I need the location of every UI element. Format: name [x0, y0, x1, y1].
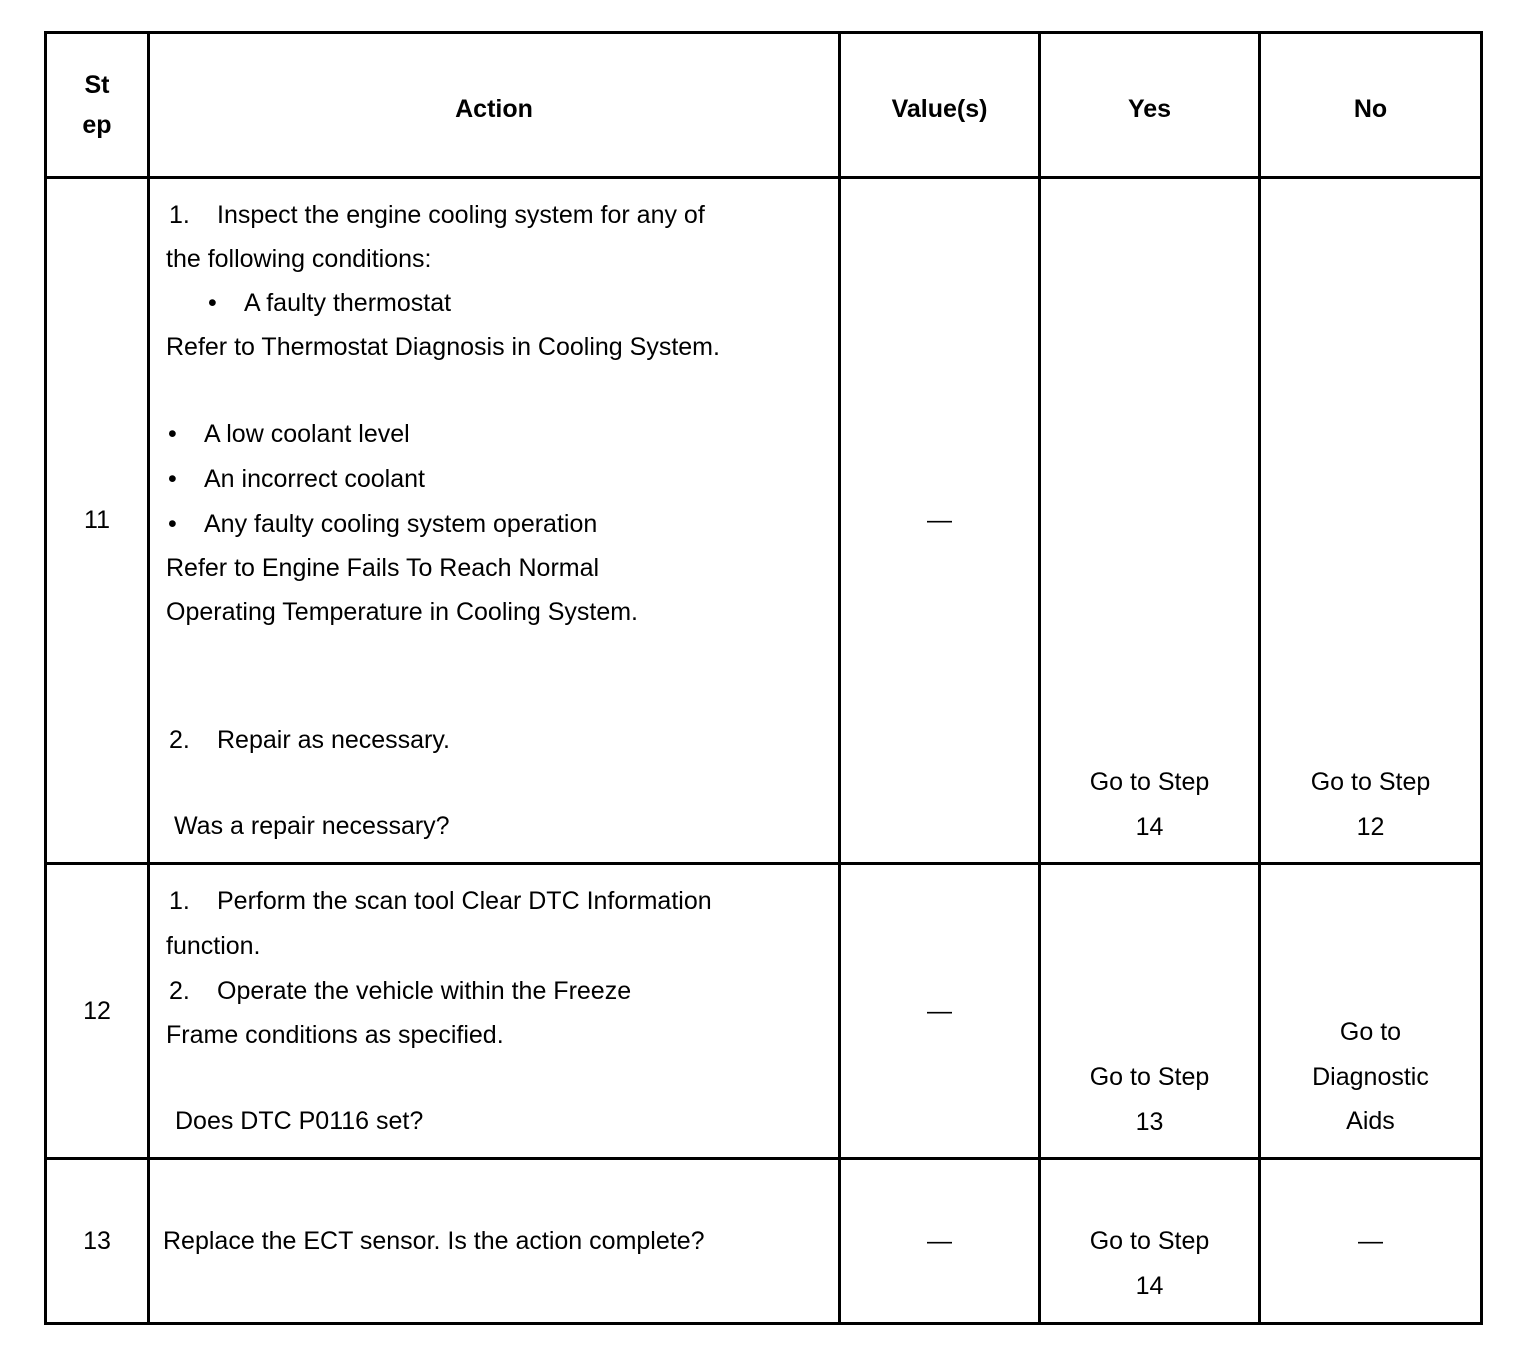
diagnostic-table — [44, 31, 1483, 1325]
yes-target: 13 — [1135, 1107, 1164, 1136]
table-row-step-11 — [46, 178, 1482, 864]
bullet-icon: • — [208, 289, 217, 317]
value-cell: — — [840, 864, 1040, 1159]
action-question: Does DTC P0116 set? — [175, 1107, 424, 1135]
action-cell — [149, 864, 840, 1159]
value-cell: — — [840, 1159, 1040, 1324]
yes-cell — [1040, 1159, 1260, 1324]
action-text: Any faulty cooling system operation — [204, 510, 598, 538]
action-text: Refer to Engine Fails To Reach Normal — [166, 554, 600, 582]
step-number: 13 — [46, 1159, 149, 1324]
action-text: Frame conditions as specified. — [166, 1021, 504, 1049]
step-number: 11 — [46, 178, 149, 864]
yes-target: Go to Step — [1089, 768, 1210, 796]
bullet-icon: • — [168, 420, 177, 448]
list-number: 1. — [169, 201, 190, 229]
action-text: the following conditions: — [166, 245, 432, 273]
list-number: 2. — [169, 726, 190, 754]
yes-target: 14 — [1135, 1271, 1164, 1300]
no-cell: — — [1260, 1159, 1482, 1324]
no-target: Go to — [1339, 1018, 1402, 1046]
action-text: function. — [166, 932, 261, 960]
action-text: An incorrect coolant — [204, 465, 425, 493]
list-number: 1. — [169, 887, 190, 915]
value-cell: — — [840, 178, 1040, 864]
header-values: Value(s) — [840, 33, 1040, 178]
bullet-icon: • — [168, 465, 177, 493]
header-action: Action — [149, 33, 840, 178]
step-number: 12 — [46, 864, 149, 1159]
action-text: Replace the ECT sensor. Is the action complete? — [163, 1227, 705, 1255]
action-cell — [149, 178, 840, 864]
action-text: A low coolant level — [204, 420, 410, 448]
header-row — [46, 33, 1482, 178]
yes-cell — [1040, 178, 1260, 864]
action-text: Inspect the engine cooling system for any of — [217, 201, 705, 229]
header-step: St ep — [46, 33, 149, 178]
yes-cell — [1040, 864, 1260, 1159]
action-text: Refer to Thermostat Diagnosis in Cooling System. — [166, 333, 720, 361]
no-target: Aids — [1346, 1107, 1395, 1135]
action-text: Operating Temperature in Cooling System. — [166, 598, 638, 626]
yes-target: Go to Step — [1089, 1063, 1210, 1091]
bullet-icon: • — [168, 510, 177, 538]
no-cell — [1260, 178, 1482, 864]
no-target: 12 — [1356, 812, 1385, 841]
no-target: Go to Step — [1310, 768, 1431, 796]
action-cell — [149, 1159, 840, 1324]
action-text: Operate the vehicle within the Freeze — [217, 977, 632, 1005]
yes-target: Go to Step — [1089, 1227, 1210, 1255]
action-text: Repair as necessary. — [217, 726, 450, 754]
header-yes: Yes — [1040, 33, 1260, 178]
action-text: A faulty thermostat — [244, 289, 452, 317]
action-text: Perform the scan tool Clear DTC Information — [217, 887, 712, 915]
table-row-step-13 — [46, 1159, 1482, 1324]
no-cell — [1260, 864, 1482, 1159]
header-no: No — [1260, 33, 1482, 178]
action-question: Was a repair necessary? — [174, 812, 450, 840]
yes-target: 14 — [1135, 812, 1164, 841]
no-target: Diagnostic — [1312, 1062, 1429, 1091]
list-number: 2. — [169, 977, 190, 1005]
table-row-step-12 — [46, 864, 1482, 1159]
